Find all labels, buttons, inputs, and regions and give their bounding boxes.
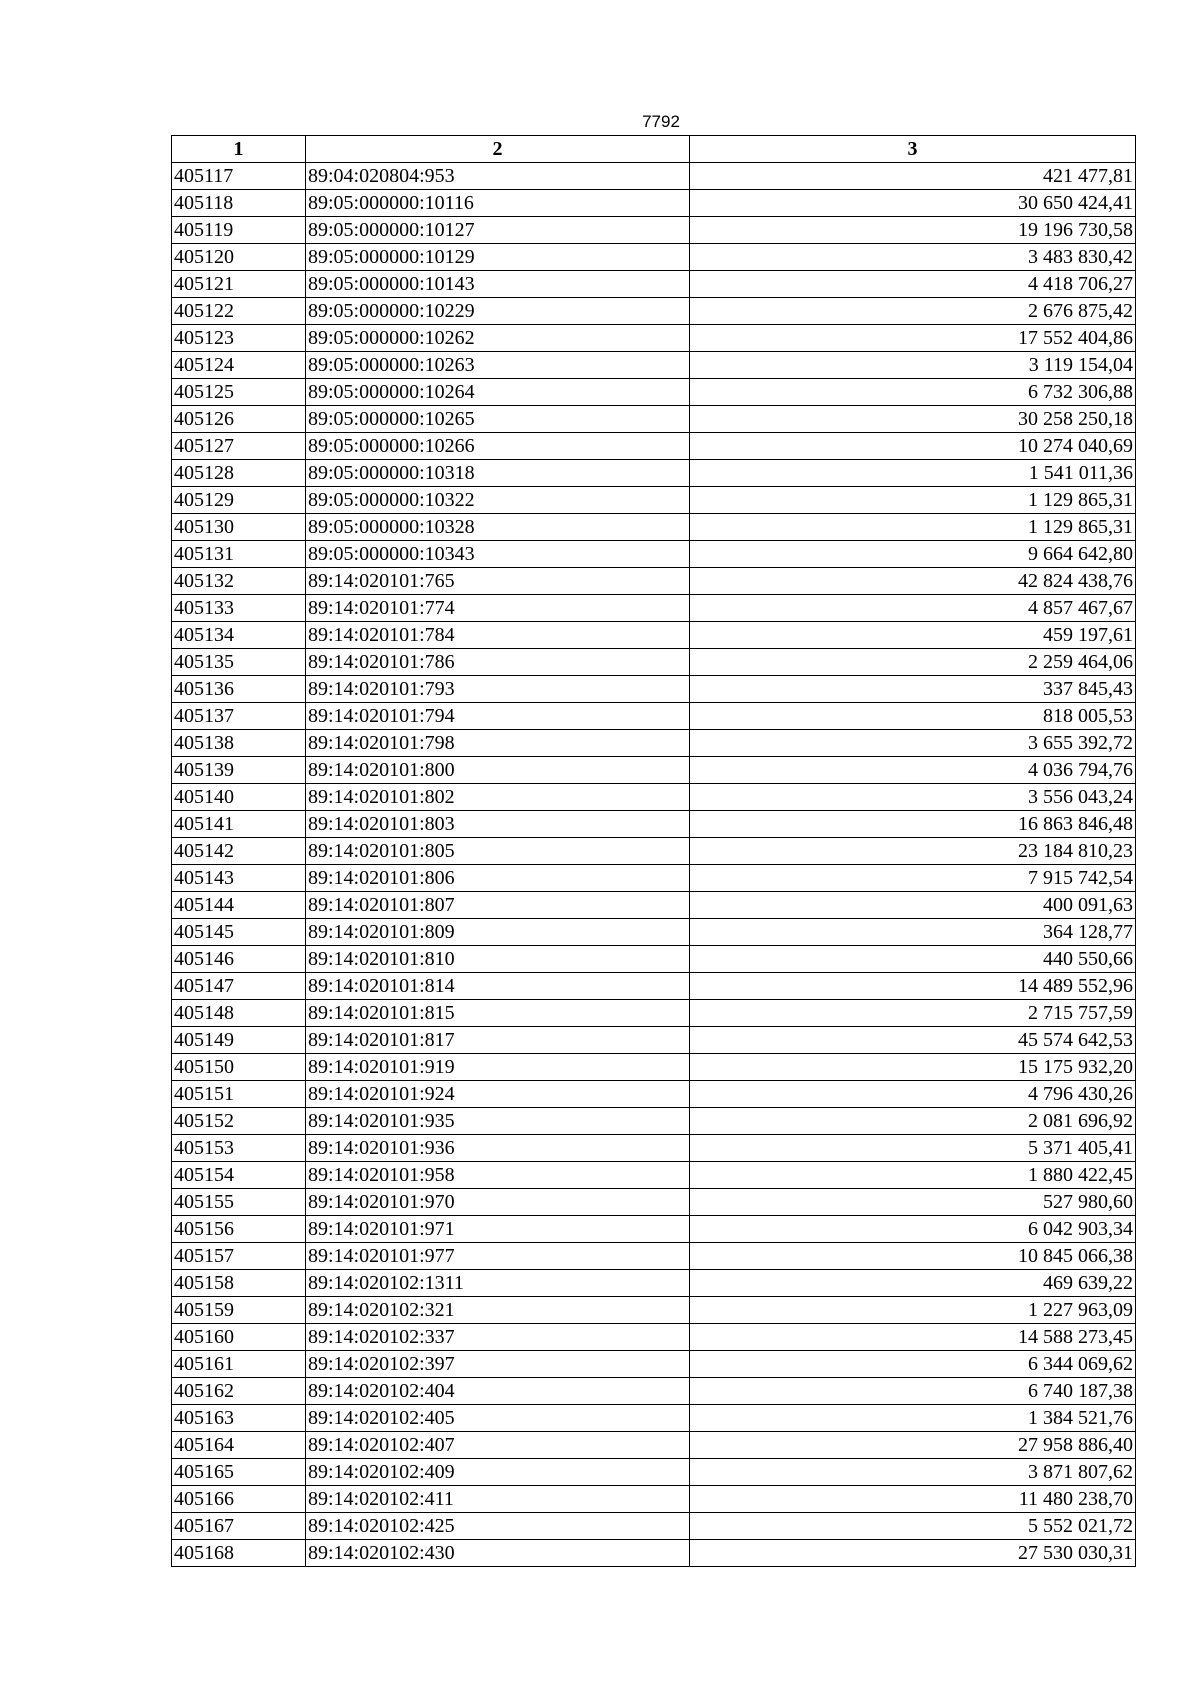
table-row xyxy=(172,730,1136,757)
table-row xyxy=(172,1297,1136,1324)
value-cell: 2 259 464,06 xyxy=(690,649,1136,676)
value-cell: 527 980,60 xyxy=(690,1189,1136,1216)
row-id-cell: 405118 xyxy=(172,190,306,217)
table-row xyxy=(172,1162,1136,1189)
table-row xyxy=(172,1108,1136,1135)
table-row xyxy=(172,1513,1136,1540)
table-row xyxy=(172,190,1136,217)
table-row xyxy=(172,1405,1136,1432)
value-cell: 7 915 742,54 xyxy=(690,865,1136,892)
cadastral-number-cell: 89:14:020101:935 xyxy=(306,1108,690,1135)
row-id-cell: 405149 xyxy=(172,1027,306,1054)
table-row xyxy=(172,1459,1136,1486)
value-cell: 400 091,63 xyxy=(690,892,1136,919)
value-cell: 4 857 467,67 xyxy=(690,595,1136,622)
value-cell: 2 715 757,59 xyxy=(690,1000,1136,1027)
value-cell: 45 574 642,53 xyxy=(690,1027,1136,1054)
table-row xyxy=(172,811,1136,838)
table-row xyxy=(172,514,1136,541)
table-row xyxy=(172,1351,1136,1378)
cadastral-number-cell: 89:05:000000:10116 xyxy=(306,190,690,217)
value-cell: 1 541 011,36 xyxy=(690,460,1136,487)
row-id-cell: 405137 xyxy=(172,703,306,730)
value-cell: 4 036 794,76 xyxy=(690,757,1136,784)
value-cell: 17 552 404,86 xyxy=(690,325,1136,352)
row-id-cell: 405152 xyxy=(172,1108,306,1135)
value-cell: 30 258 250,18 xyxy=(690,406,1136,433)
row-id-cell: 405154 xyxy=(172,1162,306,1189)
value-cell: 10 274 040,69 xyxy=(690,433,1136,460)
cadastral-number-cell: 89:14:020101:809 xyxy=(306,919,690,946)
cadastral-number-cell: 89:14:020101:774 xyxy=(306,595,690,622)
value-cell: 10 845 066,38 xyxy=(690,1243,1136,1270)
row-id-cell: 405143 xyxy=(172,865,306,892)
value-cell: 1 129 865,31 xyxy=(690,487,1136,514)
table-row xyxy=(172,1486,1136,1513)
cadastral-number-cell: 89:14:020102:407 xyxy=(306,1432,690,1459)
column-header-3: 3 xyxy=(690,136,1136,163)
value-cell: 11 480 238,70 xyxy=(690,1486,1136,1513)
table-row xyxy=(172,622,1136,649)
row-id-cell: 405119 xyxy=(172,217,306,244)
value-cell: 6 344 069,62 xyxy=(690,1351,1136,1378)
row-id-cell: 405147 xyxy=(172,973,306,1000)
value-cell: 818 005,53 xyxy=(690,703,1136,730)
row-id-cell: 405144 xyxy=(172,892,306,919)
row-id-cell: 405126 xyxy=(172,406,306,433)
value-cell: 469 639,22 xyxy=(690,1270,1136,1297)
value-cell: 14 489 552,96 xyxy=(690,973,1136,1000)
cadastral-number-cell: 89:05:000000:10343 xyxy=(306,541,690,568)
table-row xyxy=(172,379,1136,406)
value-cell: 4 418 706,27 xyxy=(690,271,1136,298)
value-cell: 3 655 392,72 xyxy=(690,730,1136,757)
table-row xyxy=(172,568,1136,595)
table-row xyxy=(172,1000,1136,1027)
cadastral-number-cell: 89:14:020101:793 xyxy=(306,676,690,703)
row-id-cell: 405124 xyxy=(172,352,306,379)
value-cell: 6 740 187,38 xyxy=(690,1378,1136,1405)
row-id-cell: 405140 xyxy=(172,784,306,811)
cadastral-number-cell: 89:14:020101:971 xyxy=(306,1216,690,1243)
value-cell: 16 863 846,48 xyxy=(690,811,1136,838)
row-id-cell: 405133 xyxy=(172,595,306,622)
cadastral-number-cell: 89:14:020101:803 xyxy=(306,811,690,838)
cadastral-number-cell: 89:05:000000:10322 xyxy=(306,487,690,514)
cadastral-number-cell: 89:14:020101:814 xyxy=(306,973,690,1000)
table-row xyxy=(172,1270,1136,1297)
row-id-cell: 405167 xyxy=(172,1513,306,1540)
value-cell: 15 175 932,20 xyxy=(690,1054,1136,1081)
table-row xyxy=(172,460,1136,487)
value-cell: 27 530 030,31 xyxy=(690,1540,1136,1567)
table-row xyxy=(172,595,1136,622)
row-id-cell: 405129 xyxy=(172,487,306,514)
value-cell: 14 588 273,45 xyxy=(690,1324,1136,1351)
cadastral-number-cell: 89:05:000000:10264 xyxy=(306,379,690,406)
cadastral-number-cell: 89:05:000000:10266 xyxy=(306,433,690,460)
table-row xyxy=(172,1135,1136,1162)
row-id-cell: 405161 xyxy=(172,1351,306,1378)
row-id-cell: 405139 xyxy=(172,757,306,784)
value-cell: 1 880 422,45 xyxy=(690,1162,1136,1189)
value-cell: 1 129 865,31 xyxy=(690,514,1136,541)
row-id-cell: 405117 xyxy=(172,163,306,190)
row-id-cell: 405145 xyxy=(172,919,306,946)
value-cell: 23 184 810,23 xyxy=(690,838,1136,865)
table-row xyxy=(172,163,1136,190)
table-header-row xyxy=(172,136,1136,163)
value-cell: 1 227 963,09 xyxy=(690,1297,1136,1324)
column-header-2: 2 xyxy=(306,136,690,163)
row-id-cell: 405123 xyxy=(172,325,306,352)
table-row xyxy=(172,217,1136,244)
table-row xyxy=(172,1432,1136,1459)
cadastral-number-cell: 89:14:020101:936 xyxy=(306,1135,690,1162)
row-id-cell: 405164 xyxy=(172,1432,306,1459)
cadastral-number-cell: 89:14:020102:1311 xyxy=(306,1270,690,1297)
table-row xyxy=(172,406,1136,433)
cadastral-number-cell: 89:14:020101:784 xyxy=(306,622,690,649)
value-cell: 30 650 424,41 xyxy=(690,190,1136,217)
value-cell: 19 196 730,58 xyxy=(690,217,1136,244)
table-body xyxy=(172,163,1136,1567)
cadastral-number-cell: 89:14:020101:805 xyxy=(306,838,690,865)
cadastral-number-cell: 89:14:020102:321 xyxy=(306,1297,690,1324)
cadastral-number-cell: 89:14:020101:817 xyxy=(306,1027,690,1054)
table-row xyxy=(172,919,1136,946)
value-cell: 2 081 696,92 xyxy=(690,1108,1136,1135)
cadastral-number-cell: 89:14:020102:405 xyxy=(306,1405,690,1432)
value-cell: 9 664 642,80 xyxy=(690,541,1136,568)
row-id-cell: 405156 xyxy=(172,1216,306,1243)
row-id-cell: 405162 xyxy=(172,1378,306,1405)
row-id-cell: 405120 xyxy=(172,244,306,271)
value-cell: 27 958 886,40 xyxy=(690,1432,1136,1459)
value-cell: 2 676 875,42 xyxy=(690,298,1136,325)
table-row xyxy=(172,271,1136,298)
cadastral-number-cell: 89:14:020101:802 xyxy=(306,784,690,811)
cadastral-number-cell: 89:14:020101:765 xyxy=(306,568,690,595)
row-id-cell: 405128 xyxy=(172,460,306,487)
value-cell: 5 552 021,72 xyxy=(690,1513,1136,1540)
row-id-cell: 405131 xyxy=(172,541,306,568)
column-header-1: 1 xyxy=(172,136,306,163)
row-id-cell: 405121 xyxy=(172,271,306,298)
row-id-cell: 405134 xyxy=(172,622,306,649)
cadastral-number-cell: 89:05:000000:10265 xyxy=(306,406,690,433)
cadastral-number-cell: 89:14:020101:794 xyxy=(306,703,690,730)
table-row xyxy=(172,838,1136,865)
table-row xyxy=(172,352,1136,379)
table-row xyxy=(172,1216,1136,1243)
row-id-cell: 405153 xyxy=(172,1135,306,1162)
cadastral-number-cell: 89:14:020102:430 xyxy=(306,1540,690,1567)
table-row xyxy=(172,1189,1136,1216)
value-cell: 421 477,81 xyxy=(690,163,1136,190)
cadastral-number-cell: 89:14:020101:806 xyxy=(306,865,690,892)
table-row xyxy=(172,757,1136,784)
row-id-cell: 405165 xyxy=(172,1459,306,1486)
row-id-cell: 405132 xyxy=(172,568,306,595)
table-row xyxy=(172,1324,1136,1351)
table-row xyxy=(172,433,1136,460)
table-row xyxy=(172,1054,1136,1081)
table-row xyxy=(172,1378,1136,1405)
row-id-cell: 405168 xyxy=(172,1540,306,1567)
row-id-cell: 405127 xyxy=(172,433,306,460)
cadastral-number-cell: 89:14:020101:815 xyxy=(306,1000,690,1027)
cadastral-number-cell: 89:14:020102:337 xyxy=(306,1324,690,1351)
cadastral-number-cell: 89:14:020102:411 xyxy=(306,1486,690,1513)
cadastral-number-cell: 89:05:000000:10143 xyxy=(306,271,690,298)
row-id-cell: 405148 xyxy=(172,1000,306,1027)
value-cell: 364 128,77 xyxy=(690,919,1136,946)
cadastral-number-cell: 89:14:020101:798 xyxy=(306,730,690,757)
value-cell: 6 042 903,34 xyxy=(690,1216,1136,1243)
row-id-cell: 405146 xyxy=(172,946,306,973)
value-cell: 5 371 405,41 xyxy=(690,1135,1136,1162)
cadastral-number-cell: 89:14:020102:397 xyxy=(306,1351,690,1378)
cadastral-number-cell: 89:05:000000:10262 xyxy=(306,325,690,352)
table-row xyxy=(172,298,1136,325)
page-number: 7792 xyxy=(642,112,680,131)
value-cell: 337 845,43 xyxy=(690,676,1136,703)
table-row xyxy=(172,946,1136,973)
row-id-cell: 405166 xyxy=(172,1486,306,1513)
cadastral-number-cell: 89:14:020101:786 xyxy=(306,649,690,676)
cadastral-number-cell: 89:14:020101:919 xyxy=(306,1054,690,1081)
cadastral-number-cell: 89:05:000000:10328 xyxy=(306,514,690,541)
data-table xyxy=(171,135,1136,1567)
row-id-cell: 405160 xyxy=(172,1324,306,1351)
table-row xyxy=(172,1540,1136,1567)
cadastral-number-cell: 89:14:020102:409 xyxy=(306,1459,690,1486)
value-cell: 3 556 043,24 xyxy=(690,784,1136,811)
cadastral-number-cell: 89:05:000000:10318 xyxy=(306,460,690,487)
row-id-cell: 405157 xyxy=(172,1243,306,1270)
table-row xyxy=(172,973,1136,1000)
row-id-cell: 405138 xyxy=(172,730,306,757)
table-row xyxy=(172,244,1136,271)
row-id-cell: 405155 xyxy=(172,1189,306,1216)
value-cell: 42 824 438,76 xyxy=(690,568,1136,595)
cadastral-number-cell: 89:05:000000:10229 xyxy=(306,298,690,325)
row-id-cell: 405151 xyxy=(172,1081,306,1108)
cadastral-number-cell: 89:14:020101:810 xyxy=(306,946,690,973)
row-id-cell: 405159 xyxy=(172,1297,306,1324)
table-row xyxy=(172,892,1136,919)
cadastral-number-cell: 89:04:020804:953 xyxy=(306,163,690,190)
row-id-cell: 405135 xyxy=(172,649,306,676)
table-row xyxy=(172,487,1136,514)
row-id-cell: 405122 xyxy=(172,298,306,325)
table-row xyxy=(172,1243,1136,1270)
value-cell: 3 483 830,42 xyxy=(690,244,1136,271)
table-row xyxy=(172,1027,1136,1054)
cadastral-number-cell: 89:14:020101:800 xyxy=(306,757,690,784)
cadastral-number-cell: 89:14:020102:425 xyxy=(306,1513,690,1540)
cadastral-number-cell: 89:14:020101:958 xyxy=(306,1162,690,1189)
value-cell: 459 197,61 xyxy=(690,622,1136,649)
cadastral-number-cell: 89:05:000000:10263 xyxy=(306,352,690,379)
row-id-cell: 405141 xyxy=(172,811,306,838)
cadastral-number-cell: 89:14:020102:404 xyxy=(306,1378,690,1405)
value-cell: 3 871 807,62 xyxy=(690,1459,1136,1486)
table-row xyxy=(172,784,1136,811)
cadastral-number-cell: 89:05:000000:10127 xyxy=(306,217,690,244)
cadastral-number-cell: 89:14:020101:807 xyxy=(306,892,690,919)
row-id-cell: 405150 xyxy=(172,1054,306,1081)
value-cell: 6 732 306,88 xyxy=(690,379,1136,406)
value-cell: 4 796 430,26 xyxy=(690,1081,1136,1108)
cadastral-number-cell: 89:14:020101:924 xyxy=(306,1081,690,1108)
cadastral-number-cell: 89:05:000000:10129 xyxy=(306,244,690,271)
row-id-cell: 405125 xyxy=(172,379,306,406)
table-row xyxy=(172,649,1136,676)
table-row xyxy=(172,703,1136,730)
row-id-cell: 405130 xyxy=(172,514,306,541)
table-row xyxy=(172,676,1136,703)
row-id-cell: 405158 xyxy=(172,1270,306,1297)
table-row xyxy=(172,325,1136,352)
cadastral-number-cell: 89:14:020101:977 xyxy=(306,1243,690,1270)
cadastral-number-cell: 89:14:020101:970 xyxy=(306,1189,690,1216)
value-cell: 440 550,66 xyxy=(690,946,1136,973)
row-id-cell: 405142 xyxy=(172,838,306,865)
table-row xyxy=(172,1081,1136,1108)
row-id-cell: 405136 xyxy=(172,676,306,703)
table-row xyxy=(172,541,1136,568)
value-cell: 1 384 521,76 xyxy=(690,1405,1136,1432)
row-id-cell: 405163 xyxy=(172,1405,306,1432)
value-cell: 3 119 154,04 xyxy=(690,352,1136,379)
table-row xyxy=(172,865,1136,892)
